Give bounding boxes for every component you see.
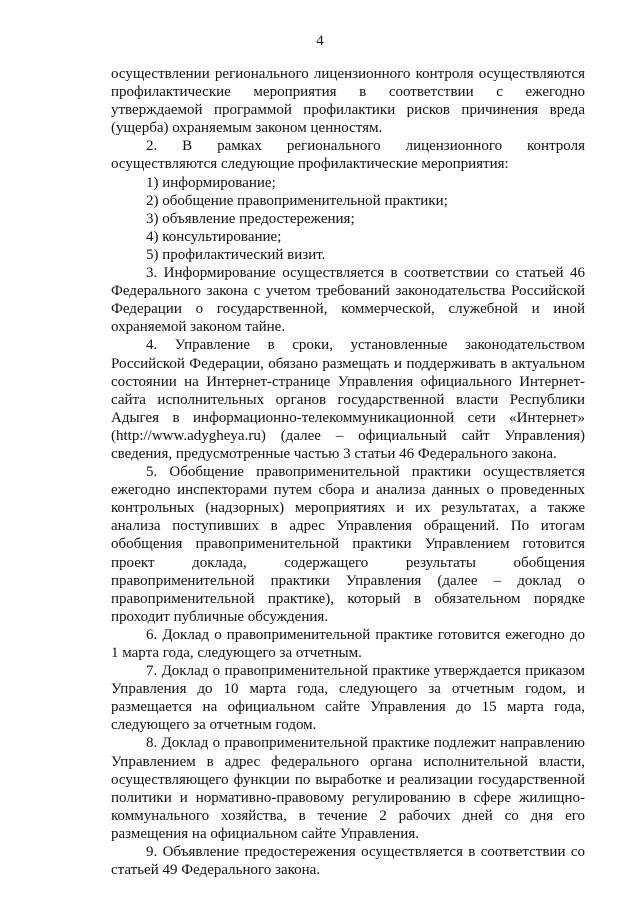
paragraph-5: 5. Обобщение правоприменительной практики осуществляется ежегодно инспекторами путем сбора и анализа данных о проведенных контрольных (надзорных) мероприятиях и их результатах, а также анализа поступивших в адрес Управления обращений. По итогам обобщения правоприменительной практики Управлением готовится проект доклада, содержащего результаты обобщения правоприменительной практики Управления (далее – доклад о правоприменительной практике), который в обязательном порядке проходит публичные обсуждения. [111,464,585,625]
paragraph-7: 7. Доклад о правоприменительной практике утверждается приказом Управления до 10 марта года, следующего за отчетным годом, и размещается на официальном сайте Управления до 15 марта года, следующего за отчетным годом. [111,663,585,734]
list-item: 5) профилактический визит. [146,246,326,263]
paragraph-8: 8. Доклад о правоприменительной практике подлежит направлению Управлением в адрес федерального органа исполнительной власти, осуществляющего функции по выработке и реализации государственной политики и нормативно-правовому регулированию в сфере жилищно-коммунального хозяйства, в течение 2 рабочих дней со дня его размещения на официальном сайте Управления. [111,735,585,842]
list-item: 1) информирование; [146,174,276,191]
paragraph-6: 6. Доклад о правоприменительной практике готовится ежегодно до 1 марта года, следующего за отчетным. [111,626,585,661]
paragraph-3: 3. Информирование осуществляется в соответствии со статьей 46 Федерального закона с учетом требований законодательства Российской Федерации о государственной, коммерческой, служебной и иной охраняемой законом тайне. [111,265,585,336]
document-body [111,65,585,879]
paragraph-continuation: осуществлении регионального лицензионного контроля осуществляются профилактические мероприятия в соответствии с ежегодно утверждаемой программой профилактики рисков причинения вреда (ущерба) охраняемым законом ценностям. [111,66,585,137]
paragraph-2: 2. В рамках регионального лицензионного контроля осуществляются следующие профилактические мероприятия: [111,138,585,173]
preventive-measures-list [111,174,585,264]
paragraph-4: 4. Управление в сроки, установленные законодательством Российской Федерации, обязано размещать и поддерживать в актуальном состоянии на Интернет-странице Управления официального Интернет-сайта исполнительных органов государственной власти Республики Адыгея в информационно-телекоммуникационной сети «Интернет» (http://www.adygheya.ru) (далее – официальный сайт Управления) сведения, предусмотренные частью 3 статьи 46 Федерального закона. [111,337,585,462]
list-item: 2) обобщение правоприменительной практики; [146,192,448,209]
list-item: 3) объявление предостережения; [146,210,355,227]
paragraph-9: 9. Объявление предостережения осуществляется в соответствии со статьей 49 Федерального закона. [111,844,585,879]
list-item: 4) консультирование; [146,228,282,245]
page-number: 4 [316,33,324,49]
